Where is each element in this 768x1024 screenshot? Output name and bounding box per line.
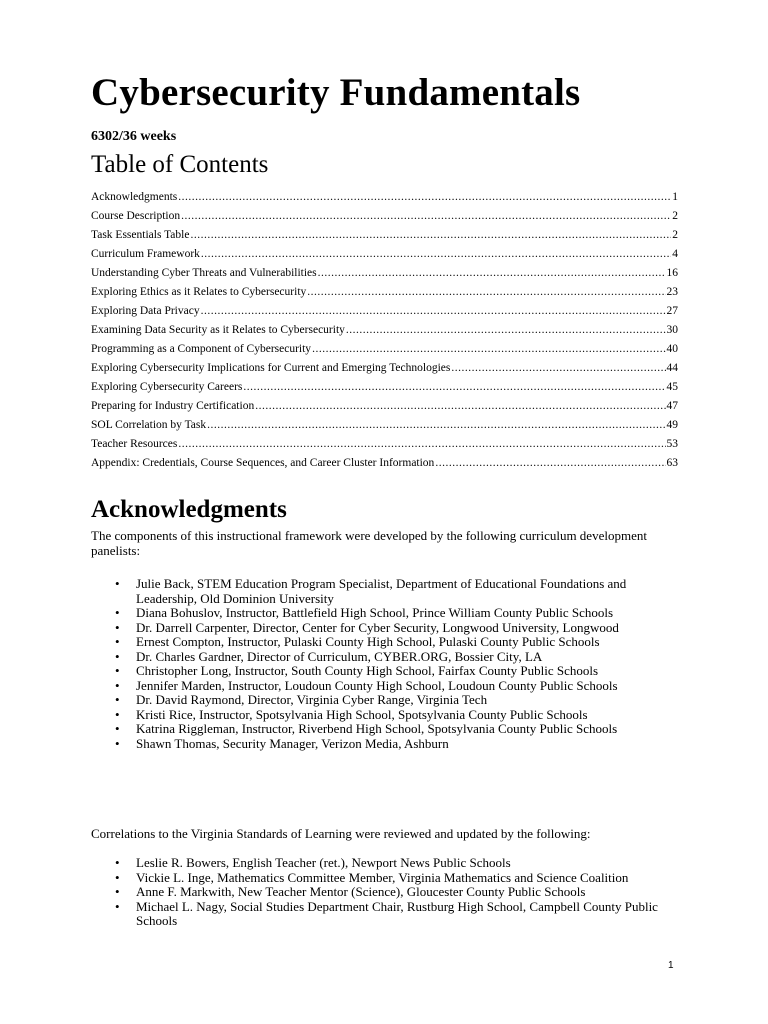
dot-leader [346, 321, 666, 340]
toc-entry-title: Appendix: Credentials, Course Sequences, and Career Cluster Information [91, 457, 435, 469]
toc-entry[interactable] [91, 302, 678, 321]
toc-entry[interactable] [91, 397, 678, 416]
toc-entry-title: Task Essentials Table [91, 229, 190, 241]
toc-entry-title: Curriculum Framework [91, 248, 200, 260]
sol-intro: Correlations to the Virginia Standards of Learning were reviewed and updated by the following: [91, 826, 591, 841]
list-item: • Kristi Rice, Instructor, Spotsylvania High School, Spotsylvania County Public Schools [91, 708, 681, 723]
toc-entry[interactable] [91, 378, 678, 397]
toc-entry[interactable] [91, 416, 678, 435]
list-item: • Michael L. Nagy, Social Studies Department Chair, Rustburg High School, Campbell County Public Schools [91, 900, 681, 929]
dot-leader [178, 435, 665, 454]
toc-entry[interactable] [91, 245, 678, 264]
toc-entry[interactable] [91, 321, 678, 340]
toc-entry[interactable] [91, 435, 678, 454]
list-item: • Diana Bohuslov, Instructor, Battlefield High School, Prince William County Public Schools [91, 606, 681, 621]
toc-entry[interactable] [91, 226, 678, 245]
sol-reviewer-list [91, 856, 681, 929]
toc-entry-title: Course Description [91, 210, 181, 222]
dot-leader [207, 416, 665, 435]
dot-leader [435, 454, 665, 473]
toc-entry[interactable] [91, 283, 678, 302]
toc-entry-page: 40 [666, 343, 678, 355]
toc-entry-page: 47 [666, 400, 678, 412]
toc-entry-title: Examining Data Security as it Relates to Cybersecurity [91, 324, 345, 336]
toc-heading: Table of Contents [91, 151, 269, 178]
list-item: • Dr. Darrell Carpenter, Director, Center for Cyber Security, Longwood University, Longwood [91, 621, 681, 636]
dot-leader [201, 245, 671, 264]
list-item: • Dr. David Raymond, Director, Virginia Cyber Range, Virginia Tech [91, 693, 681, 708]
toc-entry[interactable] [91, 264, 678, 283]
panelist-list [91, 577, 681, 751]
toc-entry-page: 27 [666, 305, 678, 317]
toc-entry-page: 30 [666, 324, 678, 336]
list-item: • Shawn Thomas, Security Manager, Verizon Media, Ashburn [91, 737, 681, 752]
toc-entry-title: Exploring Data Privacy [91, 305, 200, 317]
toc-entry-title: Exploring Ethics as it Relates to Cybersecurity [91, 286, 307, 298]
page-number: 1 [668, 960, 674, 971]
toc-entry-page: 45 [666, 381, 678, 393]
toc-entry-page: 16 [666, 267, 678, 279]
toc-entry-page: 44 [666, 362, 678, 374]
acknowledgments-heading: Acknowledgments [91, 496, 287, 523]
toc-entry-title: Programming as a Component of Cybersecurity [91, 343, 312, 355]
toc-entry-page: 23 [666, 286, 678, 298]
list-item: • Jennifer Marden, Instructor, Loudoun County High School, Loudoun County Public Schools [91, 679, 681, 694]
dot-leader [190, 226, 671, 245]
toc-entry-title: Understanding Cyber Threats and Vulnerabilities [91, 267, 317, 279]
dot-leader [243, 378, 665, 397]
toc-entry-title: Acknowledgments [91, 191, 178, 203]
dot-leader [178, 188, 671, 207]
toc-entry[interactable] [91, 359, 678, 378]
toc-entry[interactable] [91, 454, 678, 473]
list-item: • Christopher Long, Instructor, South County High School, Fairfax County Public Schools [91, 664, 681, 679]
toc-entry-title: Exploring Cybersecurity Implications for Current and Emerging Technologies [91, 362, 451, 374]
dot-leader [312, 340, 665, 359]
list-item: • Ernest Compton, Instructor, Pulaski County High School, Pulaski County Public Schools [91, 635, 681, 650]
dot-leader [451, 359, 665, 378]
dot-leader [318, 264, 666, 283]
table-of-contents [91, 188, 678, 473]
toc-entry-title: SOL Correlation by Task [91, 419, 207, 431]
list-item: • Vickie L. Inge, Mathematics Committee Member, Virginia Mathematics and Science Coalition [91, 871, 681, 886]
toc-entry[interactable] [91, 188, 678, 207]
toc-entry-title: Preparing for Industry Certification [91, 400, 255, 412]
dot-leader [181, 207, 671, 226]
toc-entry[interactable] [91, 207, 678, 226]
dot-leader [255, 397, 665, 416]
list-item: • Anne F. Markwith, New Teacher Mentor (Science), Gloucester County Public Schools [91, 885, 681, 900]
toc-entry-page: 4 [672, 248, 678, 260]
toc-entry-page: 2 [672, 210, 678, 222]
toc-entry-title: Exploring Cybersecurity Careers [91, 381, 243, 393]
toc-entry-page: 2 [672, 229, 678, 241]
toc-entry[interactable] [91, 340, 678, 359]
toc-entry-page: 53 [666, 438, 678, 450]
toc-entry-title: Teacher Resources [91, 438, 178, 450]
list-item: • Dr. Charles Gardner, Director of Curriculum, CYBER.ORG, Bossier City, LA [91, 650, 681, 665]
list-item: • Julie Back, STEM Education Program Specialist, Department of Educational Foundations and Leadership, Old Dominion University [91, 577, 681, 606]
document-title: Cybersecurity Fundamentals [91, 71, 581, 114]
course-code: 6302/36 weeks [91, 129, 177, 144]
dot-leader [201, 302, 666, 321]
toc-entry-page: 63 [666, 457, 678, 469]
acknowledgments-intro: The components of this instructional framework were developed by the following curriculum development panelists: [91, 528, 647, 558]
toc-entry-page: 1 [672, 191, 678, 203]
toc-entry-page: 49 [666, 419, 678, 431]
list-item: • Leslie R. Bowers, English Teacher (ret.), Newport News Public Schools [91, 856, 681, 871]
list-item: • Katrina Riggleman, Instructor, Riverbend High School, Spotsylvania County Public Schools [91, 722, 681, 737]
dot-leader [307, 283, 665, 302]
